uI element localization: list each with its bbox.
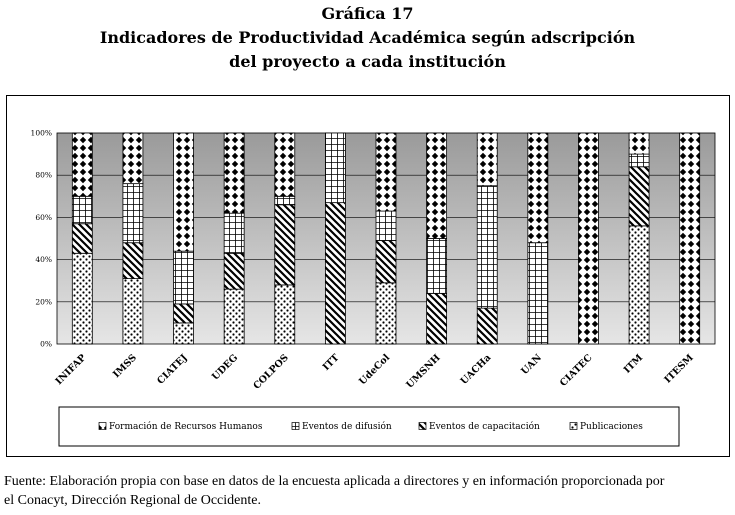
x-category-label: UACHa [458,352,494,388]
bar-segment [174,323,194,344]
bar-segment [72,224,92,254]
legend-swatch [292,423,299,430]
bar-segment [72,253,92,344]
x-category-label: ITESM [662,352,696,386]
bar-segment [629,154,649,167]
bar-segment [275,205,295,285]
x-category-label: ITM [621,352,646,376]
legend-label: Formación de Recursos Humanos [109,422,263,432]
bar-segment [376,241,396,283]
x-axis-categories [54,352,697,392]
x-category-label: CIATEC [558,352,595,389]
chart-title-line-1: Gráfica 17 [321,4,414,23]
x-category-label: COLPOS [251,352,291,392]
bar-segment [376,211,396,241]
x-category-label: UdeCol [357,352,393,388]
bar-segment [629,133,649,154]
y-tick-label: 20% [35,297,52,307]
x-category-label: UDEG [209,352,241,383]
bar-segment [629,167,649,226]
x-category-label: INIFAP [53,352,89,388]
y-tick-label: 0% [40,339,52,349]
x-category-label: UMSNH [404,352,443,391]
bar-segment [123,243,143,279]
bar-segment [477,308,497,344]
y-tick-label: 40% [35,255,52,265]
legend-swatch [570,423,577,430]
bar-segment [325,133,345,203]
legend-label: Eventos de difusión [302,422,392,432]
bar-segment [72,196,92,223]
x-category-label: ITT [320,352,342,374]
bar-segment [477,186,497,308]
bar-segment [477,133,497,186]
chart-title-line-3: del proyecto a cada institución [229,52,506,71]
y-axis-ticks [31,129,52,349]
y-tick-label: 100% [30,128,52,138]
bar-segment [123,133,143,184]
bar-segment [224,289,244,344]
legend-label: Publicaciones [580,422,643,432]
bar-segment [629,226,649,344]
y-tick-label: 80% [35,170,52,180]
legend-swatch [99,423,106,430]
bar-segment [680,133,700,344]
bar-segment [224,213,244,253]
legend [59,407,679,446]
bar-segment [224,133,244,213]
bar-segment [72,133,92,196]
chart-title-block [0,2,735,74]
bar-segment [123,184,143,243]
source-note-line-1: Fuente: Elaboración propia con base en datos de la encuesta aplicada a directores y en información proporcionada por [4,474,665,489]
source-note-line-2: el Conacyt, Dirección Regional de Occidente. [4,493,261,508]
bar-segment [275,285,295,344]
bar-segment [578,133,598,344]
bar-segment [427,133,447,239]
bar-segment [427,239,447,294]
bar-segment [123,279,143,344]
source-note [4,472,734,510]
bar-segment [174,133,194,251]
bar-segment [325,203,345,344]
x-category-label: CIATEJ [155,352,190,387]
bar-segment [174,251,194,304]
stacked-bar-chart [7,96,729,456]
x-category-label: UAN [519,352,544,378]
chart-frame [6,95,730,457]
legend-label: Eventos de capacitación [429,422,540,432]
bar-segment [224,253,244,289]
bar-segment [275,133,295,196]
bar-segment [528,243,548,344]
x-category-label: IMSS [111,352,140,381]
chart-title-line-2: Indicadores de Productividad Académica según adscripción [99,28,636,47]
legend-swatch [419,423,426,430]
bar-segment [376,283,396,344]
bar-segment [528,133,548,243]
bar-segment [376,133,396,211]
y-tick-label: 60% [35,212,52,222]
bar-segment [174,304,194,323]
bar-segment [427,293,447,344]
bar-segment [275,196,295,204]
